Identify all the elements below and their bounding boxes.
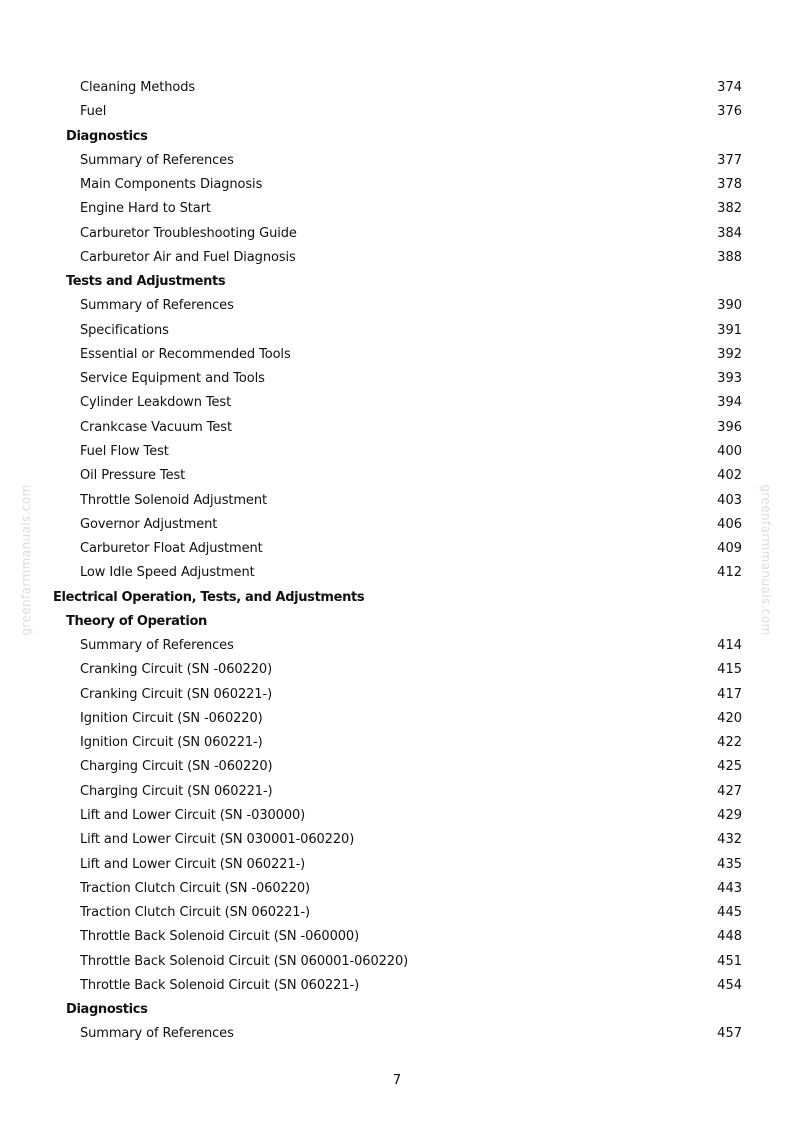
toc-entry-title: Oil Pressure Test — [80, 468, 186, 484]
toc-entry-title: Cranking Circuit (SN 060221-) — [80, 686, 273, 702]
toc-entry-title: Service Equipment and Tools — [80, 371, 265, 387]
toc-entry-page: 384 — [717, 225, 742, 241]
toc-entry[interactable] — [0, 489, 794, 513]
toc-entry-page: 425 — [717, 759, 742, 775]
toc-entry-title: Lift and Lower Circuit (SN 060221-) — [80, 856, 306, 872]
toc-entry-page: 414 — [717, 638, 742, 654]
toc-entry[interactable] — [0, 950, 794, 974]
toc-entry[interactable] — [0, 561, 794, 585]
toc-entry-title: Traction Clutch Circuit (SN 060221-) — [80, 905, 311, 921]
toc-entry-page: 392 — [717, 346, 742, 362]
toc-entry[interactable] — [0, 901, 794, 925]
toc-entry[interactable] — [0, 755, 794, 779]
toc-entry-page: 377 — [717, 152, 742, 168]
toc-entry-title: Electrical Operation, Tests, and Adjustments — [53, 589, 365, 605]
toc-entry-page: 376 — [717, 104, 742, 120]
toc-entry-page: 432 — [717, 832, 742, 848]
toc-entry[interactable] — [0, 877, 794, 901]
toc-entry[interactable] — [0, 537, 794, 561]
toc-entry-page: 391 — [717, 322, 742, 338]
toc-entry[interactable] — [0, 149, 794, 173]
toc-entry[interactable] — [0, 780, 794, 804]
table-of-contents — [0, 76, 794, 1047]
toc-entry-page: 409 — [717, 541, 742, 557]
toc-entry-title: Cylinder Leakdown Test — [80, 395, 232, 411]
toc-entry-title: Throttle Back Solenoid Circuit (SN -060000) — [80, 929, 360, 945]
toc-entry-page: 390 — [717, 298, 742, 314]
toc-entry-title: Traction Clutch Circuit (SN -060220) — [80, 880, 311, 896]
toc-entry[interactable] — [0, 100, 794, 124]
toc-entry-page: 443 — [717, 880, 742, 896]
toc-entry-title: Cranking Circuit (SN -060220) — [80, 662, 273, 678]
toc-entry-title: Carburetor Air and Fuel Diagnosis — [80, 249, 296, 265]
toc-entry[interactable] — [0, 222, 794, 246]
toc-entry[interactable] — [0, 294, 794, 318]
toc-section-heading — [0, 586, 794, 610]
toc-entry-page: 448 — [717, 929, 742, 945]
toc-entry-page: 374 — [717, 80, 742, 95]
toc-entry[interactable] — [0, 416, 794, 440]
toc-entry-title: Carburetor Float Adjustment — [80, 541, 263, 557]
toc-entry-page: 415 — [717, 662, 742, 678]
toc-entry-page: 388 — [717, 249, 742, 265]
toc-entry[interactable] — [0, 658, 794, 682]
toc-entry-title: Lift and Lower Circuit (SN -030000) — [80, 807, 306, 823]
toc-entry[interactable] — [0, 246, 794, 270]
toc-entry-title: Fuel — [80, 104, 107, 120]
toc-entry-title: Summary of References — [80, 298, 234, 314]
toc-entry[interactable] — [0, 707, 794, 731]
toc-entry-page: 393 — [717, 371, 742, 387]
toc-entry-title: Diagnostics — [66, 1002, 148, 1018]
toc-entry-title: Lift and Lower Circuit (SN 030001-060220) — [80, 832, 355, 848]
toc-entry[interactable] — [0, 391, 794, 415]
toc-entry[interactable] — [0, 925, 794, 949]
toc-entry-page: 378 — [717, 177, 742, 193]
toc-section-heading — [0, 125, 794, 149]
toc-entry[interactable] — [0, 464, 794, 488]
toc-entry-page: 396 — [717, 419, 742, 435]
toc-entry-page: 451 — [717, 953, 742, 969]
toc-entry-title: Throttle Solenoid Adjustment — [80, 492, 267, 508]
toc-entry-title: Charging Circuit (SN -060220) — [80, 759, 273, 775]
toc-entry[interactable] — [0, 1022, 794, 1046]
toc-entry[interactable] — [0, 440, 794, 464]
toc-entry-page: 403 — [717, 492, 742, 508]
toc-entry-page: 457 — [717, 1026, 742, 1042]
toc-entry-page: 400 — [717, 443, 742, 459]
toc-entry[interactable] — [0, 853, 794, 877]
toc-entry[interactable] — [0, 731, 794, 755]
toc-entry-page: 427 — [717, 783, 742, 799]
toc-entry-title: Governor Adjustment — [80, 516, 218, 532]
toc-section-heading — [0, 610, 794, 634]
watermark-right: greenfarmmanuals.com — [759, 484, 773, 636]
toc-entry[interactable] — [0, 319, 794, 343]
toc-entry[interactable] — [0, 804, 794, 828]
toc-entry-title: Theory of Operation — [66, 613, 207, 629]
toc-entry-page: 412 — [717, 565, 742, 581]
toc-entry-page: 454 — [717, 977, 742, 993]
toc-entry-title: Carburetor Troubleshooting Guide — [80, 225, 297, 241]
toc-entry-title: Engine Hard to Start — [80, 201, 211, 217]
toc-entry-title: Tests and Adjustments — [66, 274, 226, 290]
toc-entry[interactable] — [0, 76, 794, 100]
toc-section-heading — [0, 270, 794, 294]
toc-entry-title: Charging Circuit (SN 060221-) — [80, 783, 273, 799]
toc-entry-page: 402 — [717, 468, 742, 484]
toc-entry[interactable] — [0, 828, 794, 852]
page-number: 7 — [392, 1073, 402, 1088]
toc-entry[interactable] — [0, 197, 794, 221]
toc-entry-title: Summary of References — [80, 638, 234, 654]
toc-entry-title: Main Components Diagnosis — [80, 177, 263, 193]
toc-entry[interactable] — [0, 683, 794, 707]
toc-entry-page: 429 — [717, 807, 742, 823]
toc-entry-page: 406 — [717, 516, 742, 532]
toc-entry[interactable] — [0, 173, 794, 197]
toc-entry-page: 422 — [717, 735, 742, 751]
toc-entry-title: Crankcase Vacuum Test — [80, 419, 232, 435]
toc-entry-title: Cleaning Methods — [80, 80, 196, 95]
toc-entry[interactable] — [0, 367, 794, 391]
watermark-left: greenfarmmanuals.com — [19, 484, 33, 636]
toc-entry-title: Diagnostics — [66, 128, 148, 144]
toc-entry-title: Summary of References — [80, 152, 234, 168]
toc-entry-page: 445 — [717, 905, 742, 921]
toc-section-heading — [0, 998, 794, 1022]
toc-entry-page: 435 — [717, 856, 742, 872]
toc-entry-title: Essential or Recommended Tools — [80, 346, 291, 362]
toc-entry-title: Throttle Back Solenoid Circuit (SN 060221-) — [80, 977, 360, 993]
toc-entry-title: Throttle Back Solenoid Circuit (SN 060001-060220) — [80, 953, 409, 969]
toc-entry-title: Fuel Flow Test — [80, 443, 169, 459]
toc-entry[interactable] — [0, 513, 794, 537]
toc-entry-title: Ignition Circuit (SN -060220) — [80, 710, 263, 726]
toc-entry-title: Low Idle Speed Adjustment — [80, 565, 255, 581]
toc-entry-title: Summary of References — [80, 1026, 234, 1042]
toc-entry-page: 420 — [717, 710, 742, 726]
toc-entry-page: 394 — [717, 395, 742, 411]
toc-entry[interactable] — [0, 634, 794, 658]
toc-entry-title: Ignition Circuit (SN 060221-) — [80, 735, 263, 751]
toc-entry-page: 417 — [717, 686, 742, 702]
toc-entry[interactable] — [0, 343, 794, 367]
toc-entry-title: Specifications — [80, 322, 169, 338]
toc-entry-page: 382 — [717, 201, 742, 217]
toc-entry[interactable] — [0, 974, 794, 998]
